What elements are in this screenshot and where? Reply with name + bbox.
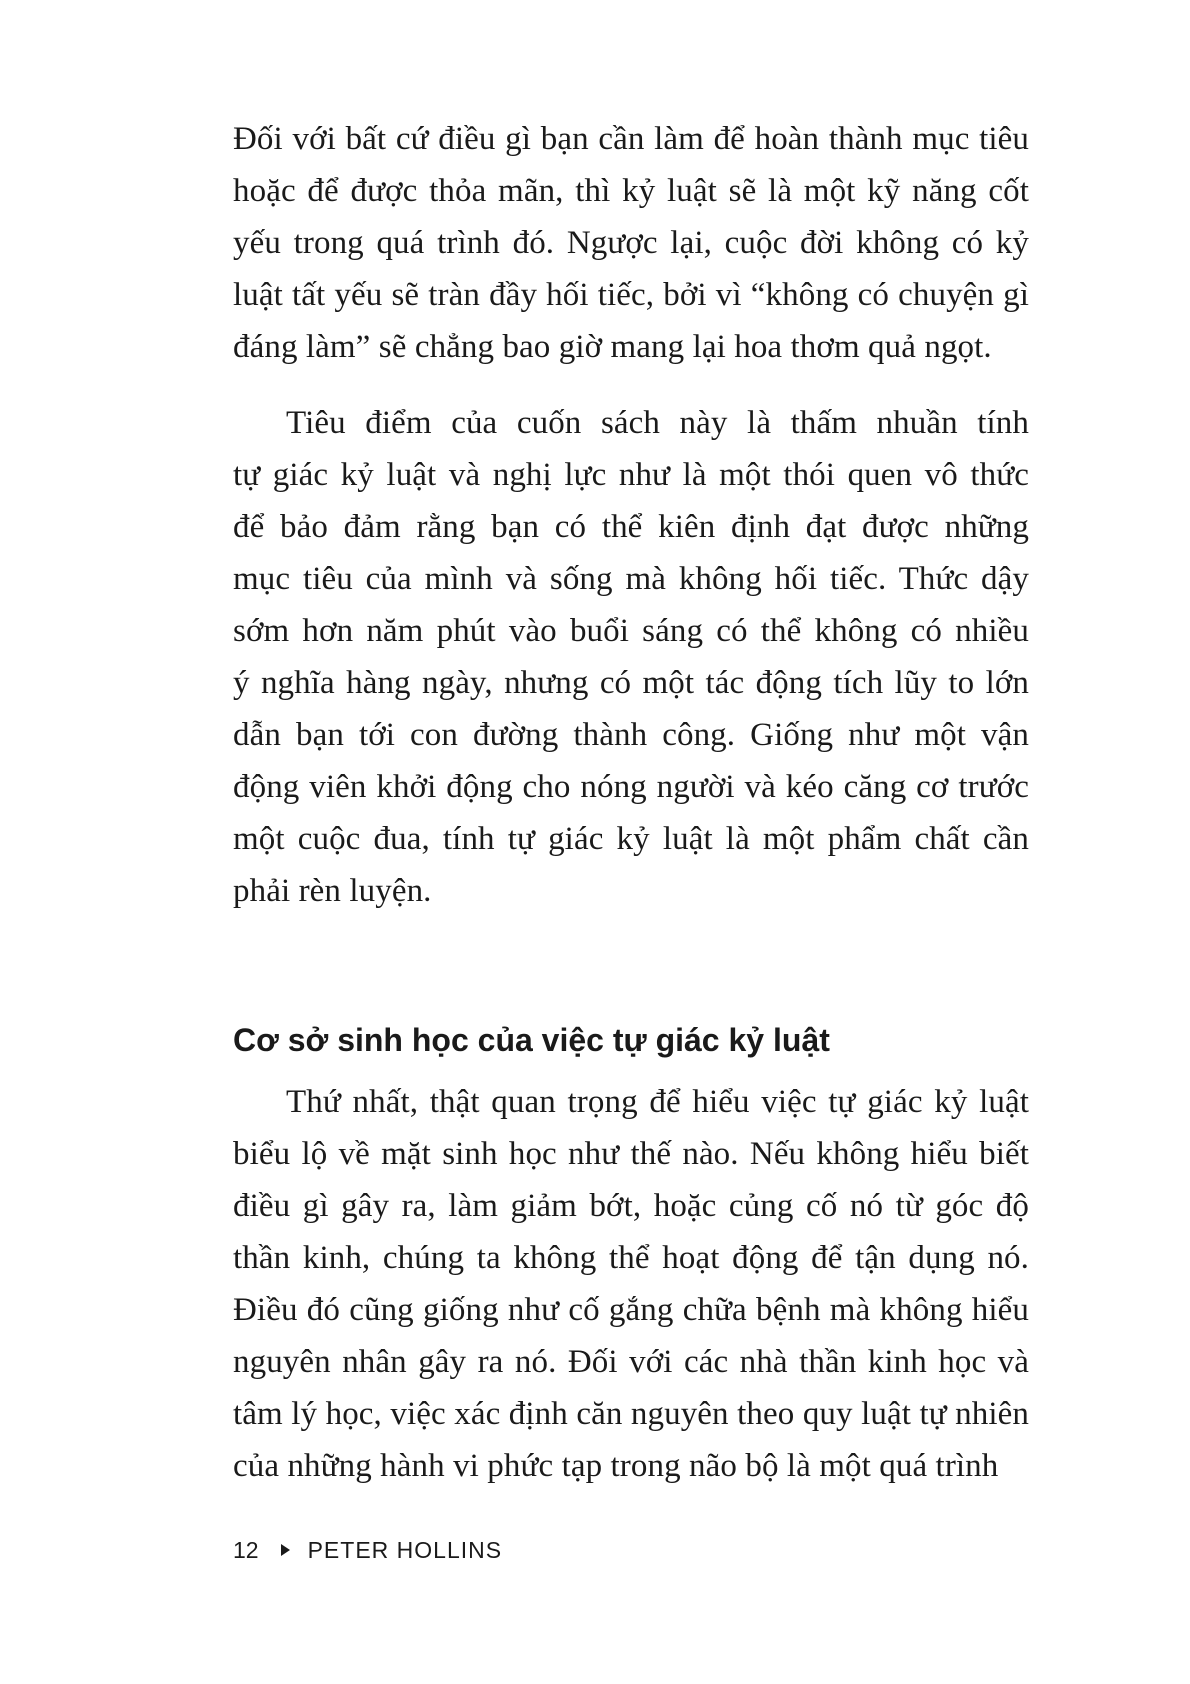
text-line: tâm lý học, việc xác định căn nguyên theo quy luật tự nhiên xyxy=(233,1396,1029,1432)
text-line: Thứ nhất, thật quan trọng để hiểu việc tự giác kỷ luật xyxy=(286,1084,1029,1120)
text-line: ý nghĩa hàng ngày, nhưng có một tác động tích lũy to lớn xyxy=(233,665,1029,701)
text-line: đáng làm” sẽ chẳng bao giờ mang lại hoa thơm quả ngọt. xyxy=(233,329,992,365)
text-line: luật tất yếu sẽ tràn đầy hối tiếc, bởi vì “không có chuyện gì xyxy=(233,277,1029,313)
text-line: dẫn bạn tới con đường thành công. Giống như một vận xyxy=(233,717,1029,753)
text-line: sớm hơn năm phút vào buổi sáng có thể không có nhiều xyxy=(233,613,1029,649)
text-line: của những hành vi phức tạp trong não bộ là một quá trình xyxy=(233,1448,999,1484)
text-line: Điều đó cũng giống như cố gắng chữa bệnh mà không hiểu xyxy=(233,1292,1029,1328)
text-line: tự giác kỷ luật và nghị lực như là một thói quen vô thức xyxy=(233,457,1029,493)
text-line: phải rèn luyện. xyxy=(233,873,432,909)
text-line: biểu lộ về mặt sinh học như thế nào. Nếu không hiểu biết xyxy=(233,1136,1029,1172)
text-line: nguyên nhân gây ra nó. Đối với các nhà thần kinh học và xyxy=(233,1344,1029,1380)
text-line: để bảo đảm rằng bạn có thể kiên định đạt được những xyxy=(233,509,1029,545)
page-footer xyxy=(233,1535,502,1565)
text-line: thần kinh, chúng ta không thể hoạt động để tận dụng nó. xyxy=(233,1240,1029,1276)
text-line: hoặc để được thỏa mãn, thì kỷ luật sẽ là một kỹ năng cốt xyxy=(233,173,1029,209)
author-name: PETER HOLLINS xyxy=(307,1537,503,1563)
page-number: 12 xyxy=(233,1537,259,1563)
text-line: động viên khởi động cho nóng người và kéo căng cơ trước xyxy=(233,769,1029,805)
triangle-right-icon xyxy=(281,1544,290,1556)
text-line: Đối với bất cứ điều gì bạn cần làm để hoàn thành mục tiêu xyxy=(233,121,1029,157)
text-line: Tiêu điểm của cuốn sách này là thấm nhuần tính xyxy=(286,405,1029,441)
text-line: một cuộc đua, tính tự giác kỷ luật là một phẩm chất cần xyxy=(233,821,1029,857)
section-heading: Cơ sở sinh học của việc tự giác kỷ luật xyxy=(233,1022,830,1058)
text-line: mục tiêu của mình và sống mà không hối tiếc. Thức dậy xyxy=(233,561,1029,597)
text-line: yếu trong quá trình đó. Ngược lại, cuộc đời không có kỷ xyxy=(233,225,1029,261)
text-line: điều gì gây ra, làm giảm bớt, hoặc củng cố nó từ góc độ xyxy=(233,1188,1029,1224)
